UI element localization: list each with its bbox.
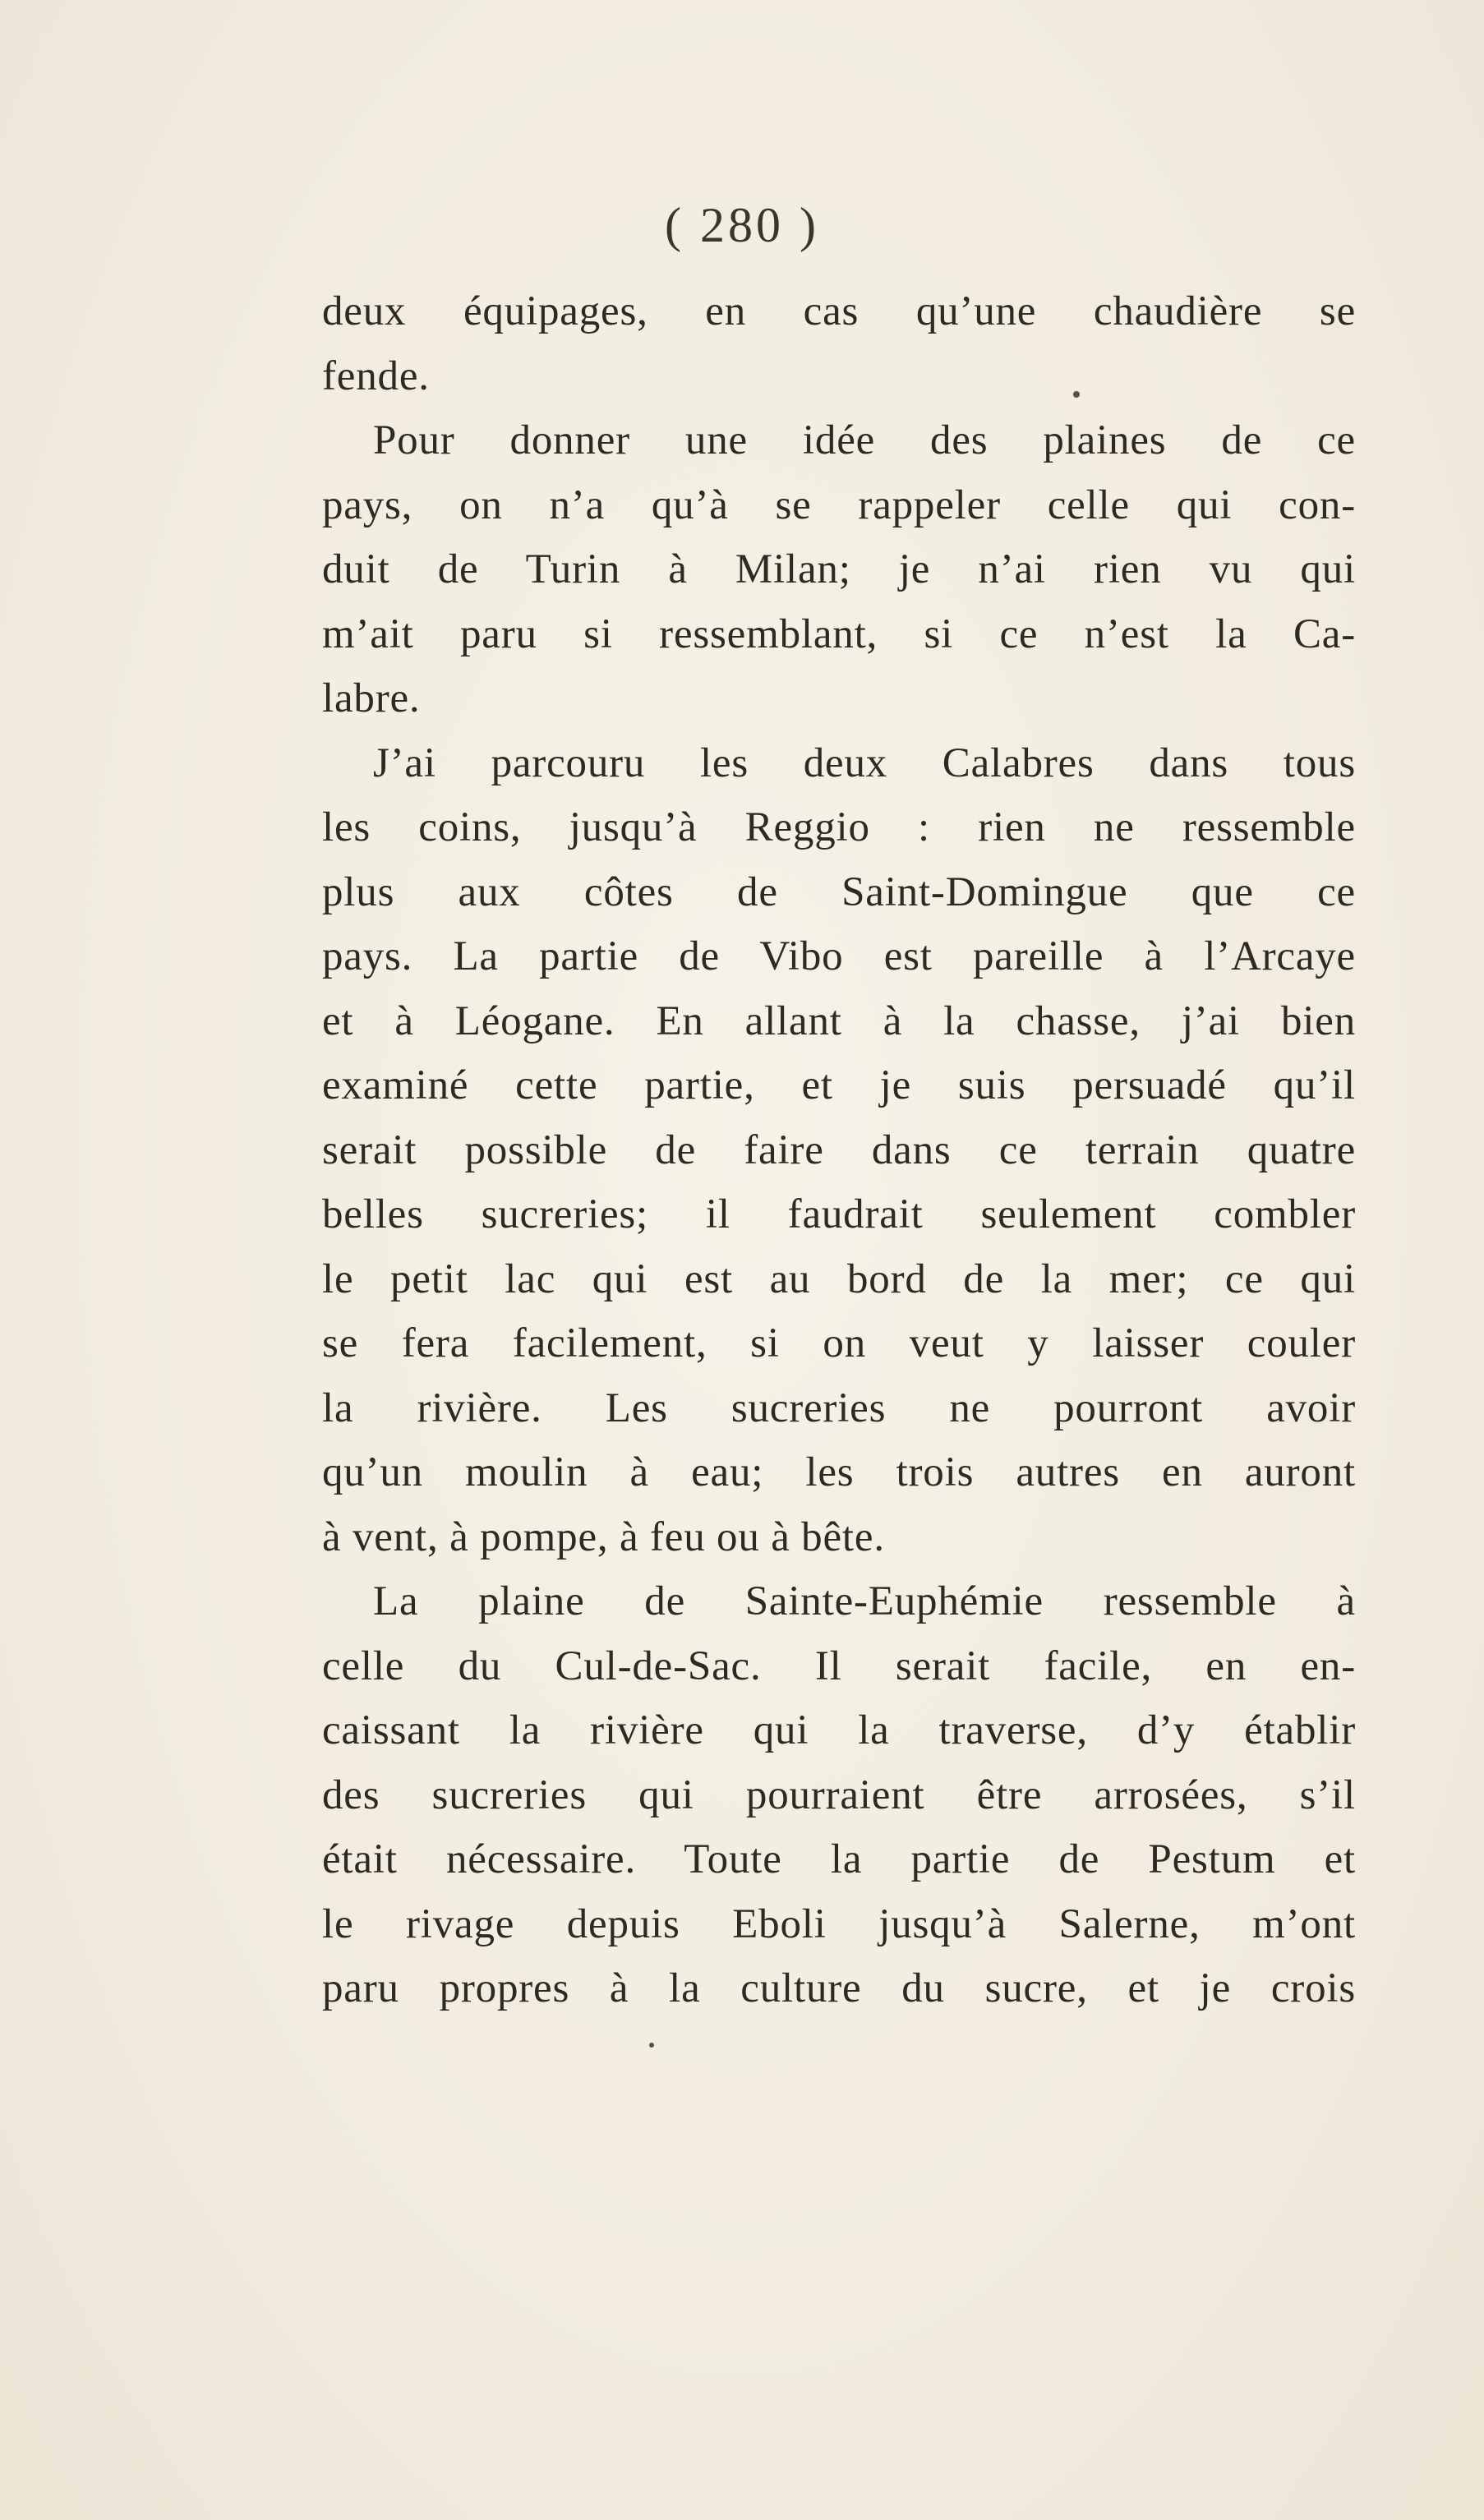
text-line: plus aux côtes de Saint-Domingue que ce xyxy=(322,868,1356,915)
text-line: le petit lac qui est au bord de la mer; ce qui xyxy=(322,1255,1356,1302)
text-line: caissant la rivière qui la traverse, d’y établir xyxy=(322,1707,1356,1753)
text-line: et à Léogane. En allant à la chasse, j’ai bien xyxy=(322,997,1356,1044)
text-line: pays, on n’a qu’à se rappeler celle qui con- xyxy=(322,481,1356,528)
text-line: Pour donner une idée des plaines de ce xyxy=(373,417,1356,463)
text-line: fende. xyxy=(322,352,430,399)
text-line: labre. xyxy=(322,675,421,721)
text-line: paru propres à la culture du sucre, et je crois xyxy=(322,1965,1356,2011)
ink-speck xyxy=(649,2043,654,2048)
text-line: se fera facilement, si on veut y laisser couler xyxy=(322,1320,1356,1366)
body-text xyxy=(322,279,1356,2021)
text-line: les coins, jusqu’à Reggio : rien ne ressemble xyxy=(322,804,1356,850)
text-line: La plaine de Sainte-Euphémie ressemble à xyxy=(373,1578,1356,1624)
text-line: à vent, à pompe, à feu ou à bête. xyxy=(322,1513,885,1560)
text-line: m’ait paru si ressemblant, si ce n’est la Ca- xyxy=(322,610,1356,657)
text-line: belles sucreries; il faudrait seulement combler xyxy=(322,1191,1356,1237)
text-line: celle du Cul-de-Sac. Il serait facile, en en- xyxy=(322,1642,1356,1689)
text-line: deux équipages, en cas qu’une chaudière se xyxy=(322,288,1356,334)
text-line: duit de Turin à Milan; je n’ai rien vu qui xyxy=(322,546,1356,592)
page-number: ( 280 ) xyxy=(665,198,819,252)
text-line: pays. La partie de Vibo est pareille à l’Arcaye xyxy=(322,933,1356,979)
text-line: était nécessaire. Toute la partie de Pestum et xyxy=(322,1836,1356,1882)
text-line: examiné cette partie, et je suis persuadé qu’il xyxy=(322,1062,1356,1108)
text-line: serait possible de faire dans ce terrain quatre xyxy=(322,1126,1356,1173)
text-line: la rivière. Les sucreries ne pourront avoir xyxy=(322,1384,1356,1431)
text-line: qu’un moulin à eau; les trois autres en auront xyxy=(322,1449,1356,1495)
ink-speck xyxy=(1073,391,1080,398)
text-line: le rivage depuis Eboli jusqu’à Salerne, m’ont xyxy=(322,1900,1356,1947)
text-line: des sucreries qui pourraient être arrosées, s’il xyxy=(322,1771,1356,1818)
text-line: J’ai parcouru les deux Calabres dans tous xyxy=(373,739,1356,786)
